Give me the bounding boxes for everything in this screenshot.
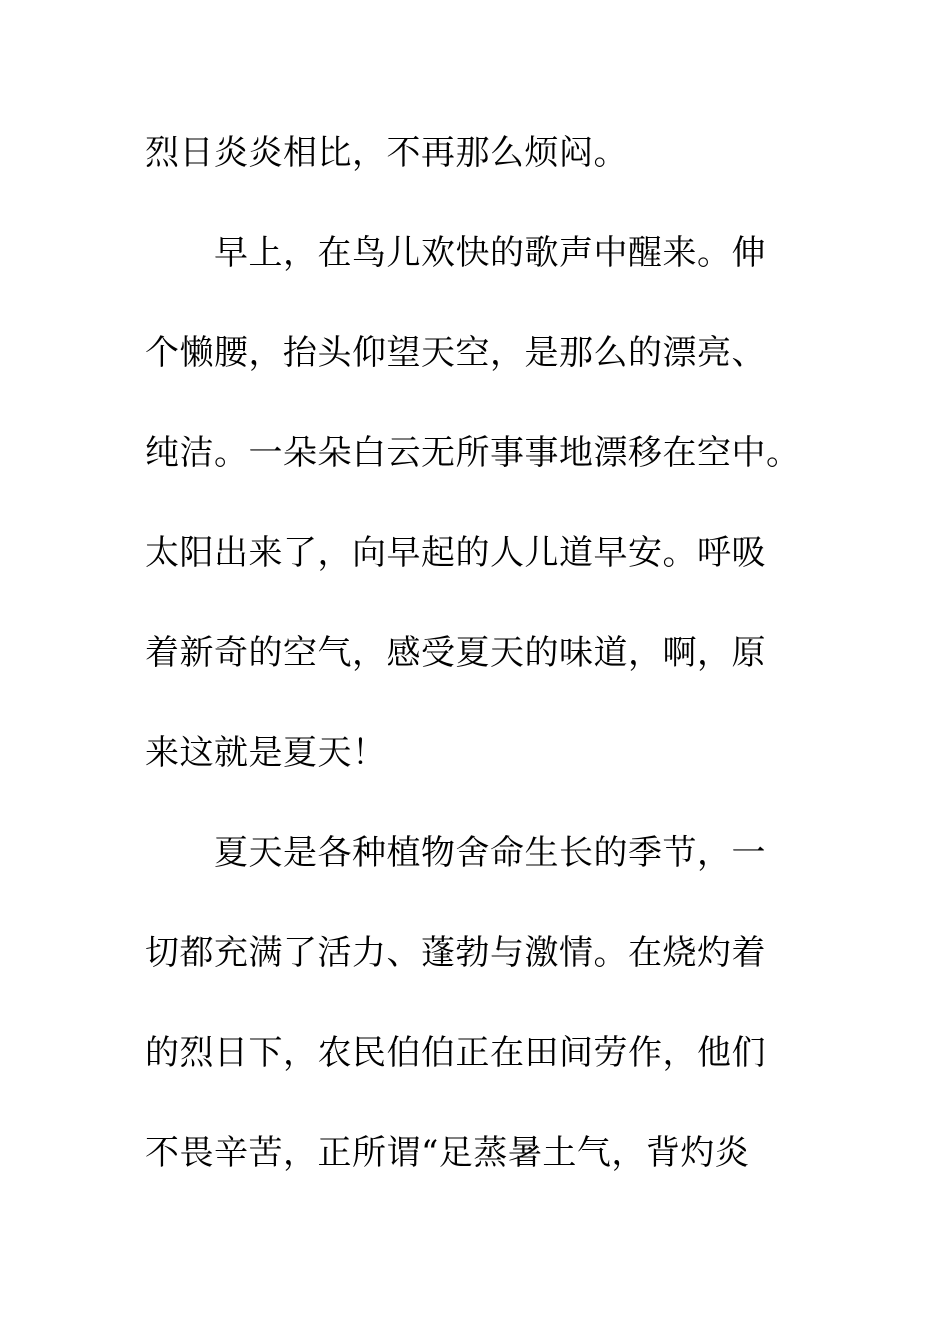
text-line-10: 的烈日下，农民伯伯正在田间劳作，他们 (145, 1033, 766, 1073)
text-line-6: 着新奇的空气，感受夏天的味道，啊，原 (145, 633, 766, 673)
text-line-9: 切都充满了活力、蓬勃与激情。在烧灼着 (145, 933, 766, 973)
text-line-2: 早上，在鸟儿欢快的歌声中醒来。伸 (214, 233, 766, 273)
text-line-3: 个懒腰，抬头仰望天空，是那么的漂亮、 (145, 333, 766, 373)
text-line-1: 烈日炎炎相比，不再那么烦闷。 (145, 133, 628, 173)
text-line-8: 夏天是各种植物舍命生长的季节，一 (214, 833, 766, 873)
text-line-7: 来这就是夏天！ (145, 733, 387, 773)
text-line-11: 不畏辛苦，正所谓“足蒸暑土气，背灼炎 (145, 1133, 750, 1173)
text-line-4: 纯洁。一朵朵白云无所事事地漂移在空中。 (145, 433, 801, 473)
text-line-5: 太阳出来了，向早起的人儿道早安。呼吸 (145, 533, 766, 573)
